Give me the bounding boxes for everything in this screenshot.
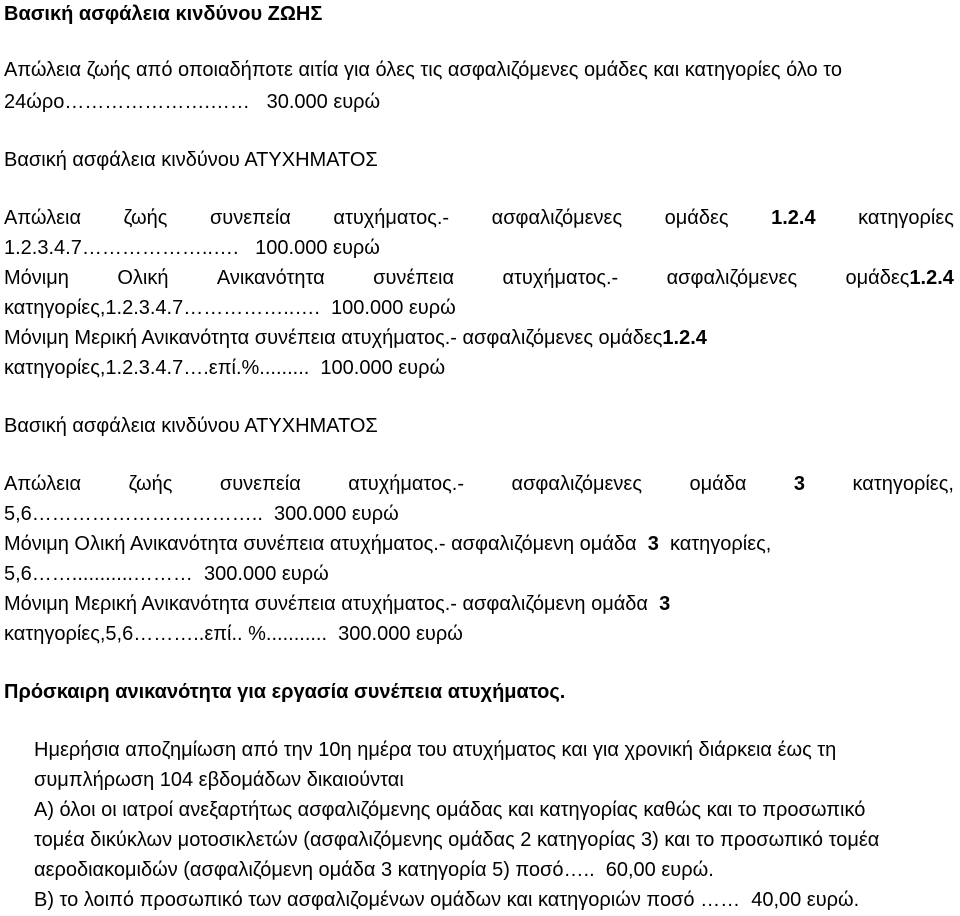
word: ομάδα <box>689 473 747 495</box>
text: Μόνιμη Μερική Ανικανότητα συνέπεια ατυχήματος.- ασφαλιζόμενη ομάδα <box>4 593 660 615</box>
word: Ολική <box>117 267 169 289</box>
section-heading-accident-1: Βασική ασφάλεια κινδύνου ΑΤΥΧΗΜΑΤΟΣ <box>4 149 378 171</box>
text: Μόνιμη Μερική Ανικανότητα συνέπεια ατυχήματος.- ασφαλιζόμενες ομάδες <box>4 327 663 349</box>
life-line-2: 24ώρο………………….…… 30.000 ευρώ <box>4 91 381 113</box>
accident2-line-2: 5,6…………………………….. 300.000 ευρώ <box>4 503 399 525</box>
life-line-1: Απώλεια ζωής από οποιαδήποτε αιτία για όλες τις ασφαλιζόμενες ομάδες και κατηγορίες όλο το <box>4 59 842 81</box>
section-heading-temporary-disability: Πρόσκαιρη ανικανότητα για εργασία συνέπεια ατυχήματος. <box>4 681 566 703</box>
accident2-line-5 <box>4 590 670 618</box>
word: Μόνιμη <box>4 267 69 289</box>
word: Απώλεια <box>4 207 82 229</box>
accident1-line-2: 1.2.3.4.7………………..…. 100.000 ευρώ <box>4 237 380 259</box>
section-heading-accident-2: Βασική ασφάλεια κινδύνου ΑΤΥΧΗΜΑΤΟΣ <box>4 415 378 437</box>
paragraph-line-6: Β) το λοιπό προσωπικό των ασφαλιζομένων ομάδων και κατηγοριών ποσό …… 40,00 ευρώ. <box>34 889 860 911</box>
paragraph-line-4: τομέα δικύκλων μοτοσικλετών (ασφαλιζόμενης ομάδας 2 κατηγορίας 3) και το προσωπικό τομέα <box>34 829 880 851</box>
accident2-line-4: 5,6……...........……… 300.000 ευρώ <box>4 563 329 585</box>
accident2-line-1 <box>4 470 954 498</box>
accident1-line-6: κατηγορίες,1.2.3.4.7….επί.%......... 100.000 ευρώ <box>4 357 446 379</box>
word: κατηγορίες <box>858 207 954 229</box>
accident1-line-3 <box>4 264 954 292</box>
word: Απώλεια <box>4 473 82 495</box>
word: ασφαλιζόμενες <box>666 267 798 289</box>
word: ασφαλιζόμενες <box>511 473 642 495</box>
word: ομάδες <box>845 267 910 289</box>
accident2-line-6: κατηγορίες,5,6………..επί.. %........... 300.000 ευρώ <box>4 623 463 645</box>
word: ζωής <box>123 207 168 229</box>
accident1-line-1 <box>4 204 954 232</box>
word: ομάδες <box>664 207 729 229</box>
text: κατηγορίες, <box>658 533 772 555</box>
paragraph-line-5: αεροδιακομιδών (ασφαλιζόμενη ομάδα 3 κατηγορία 5) ποσό….. 60,00 ευρώ. <box>34 859 714 881</box>
word: συνεπεία <box>219 473 301 495</box>
paragraph-line-3: Α) όλοι οι ιατροί ανεξαρτήτως ασφαλιζόμενης ομάδας και κατηγορίας καθώς και το προσωπικό <box>34 799 866 821</box>
group-code: 1.2.4 <box>771 207 816 229</box>
text: Μόνιμη Ολική Ανικανότητα συνέπεια ατυχήματος.- ασφαλιζόμενη ομάδα <box>4 533 648 555</box>
word: ζωής <box>128 473 173 495</box>
word: ατυχήματος.- <box>502 267 619 289</box>
accident1-line-4: κατηγορίες,1.2.3.4.7……………..…. 100.000 ευρώ <box>4 297 456 319</box>
word: κατηγορίες, <box>852 473 954 495</box>
word: ατυχήματος.- <box>348 473 464 495</box>
group-code: 3 <box>659 593 671 615</box>
word: συνέπεια <box>373 267 455 289</box>
section-heading-life: Βασική ασφάλεια κινδύνου ΖΩΗΣ <box>4 3 323 25</box>
accident2-line-3 <box>4 530 771 558</box>
group-code: 3 <box>647 533 659 555</box>
word: ασφαλιζόμενες <box>491 207 623 229</box>
accident1-line-5 <box>4 324 707 352</box>
paragraph-line-2: συμπλήρωση 104 εβδομάδων δικαιούνται <box>34 769 404 791</box>
group-code: 1.2.4 <box>662 327 707 349</box>
word: ατυχήματος.- <box>333 207 450 229</box>
word <box>846 264 954 292</box>
paragraph-line-1: Ημερήσια αποζημίωση από την 10η ημέρα του ατυχήματος και για χρονική διάρκεια έως τη <box>34 739 837 761</box>
group-code: 1.2.4 <box>909 267 954 289</box>
group-code: 3 <box>793 473 806 495</box>
word: συνεπεία <box>209 207 291 229</box>
word: Ανικανότητα <box>216 267 325 289</box>
